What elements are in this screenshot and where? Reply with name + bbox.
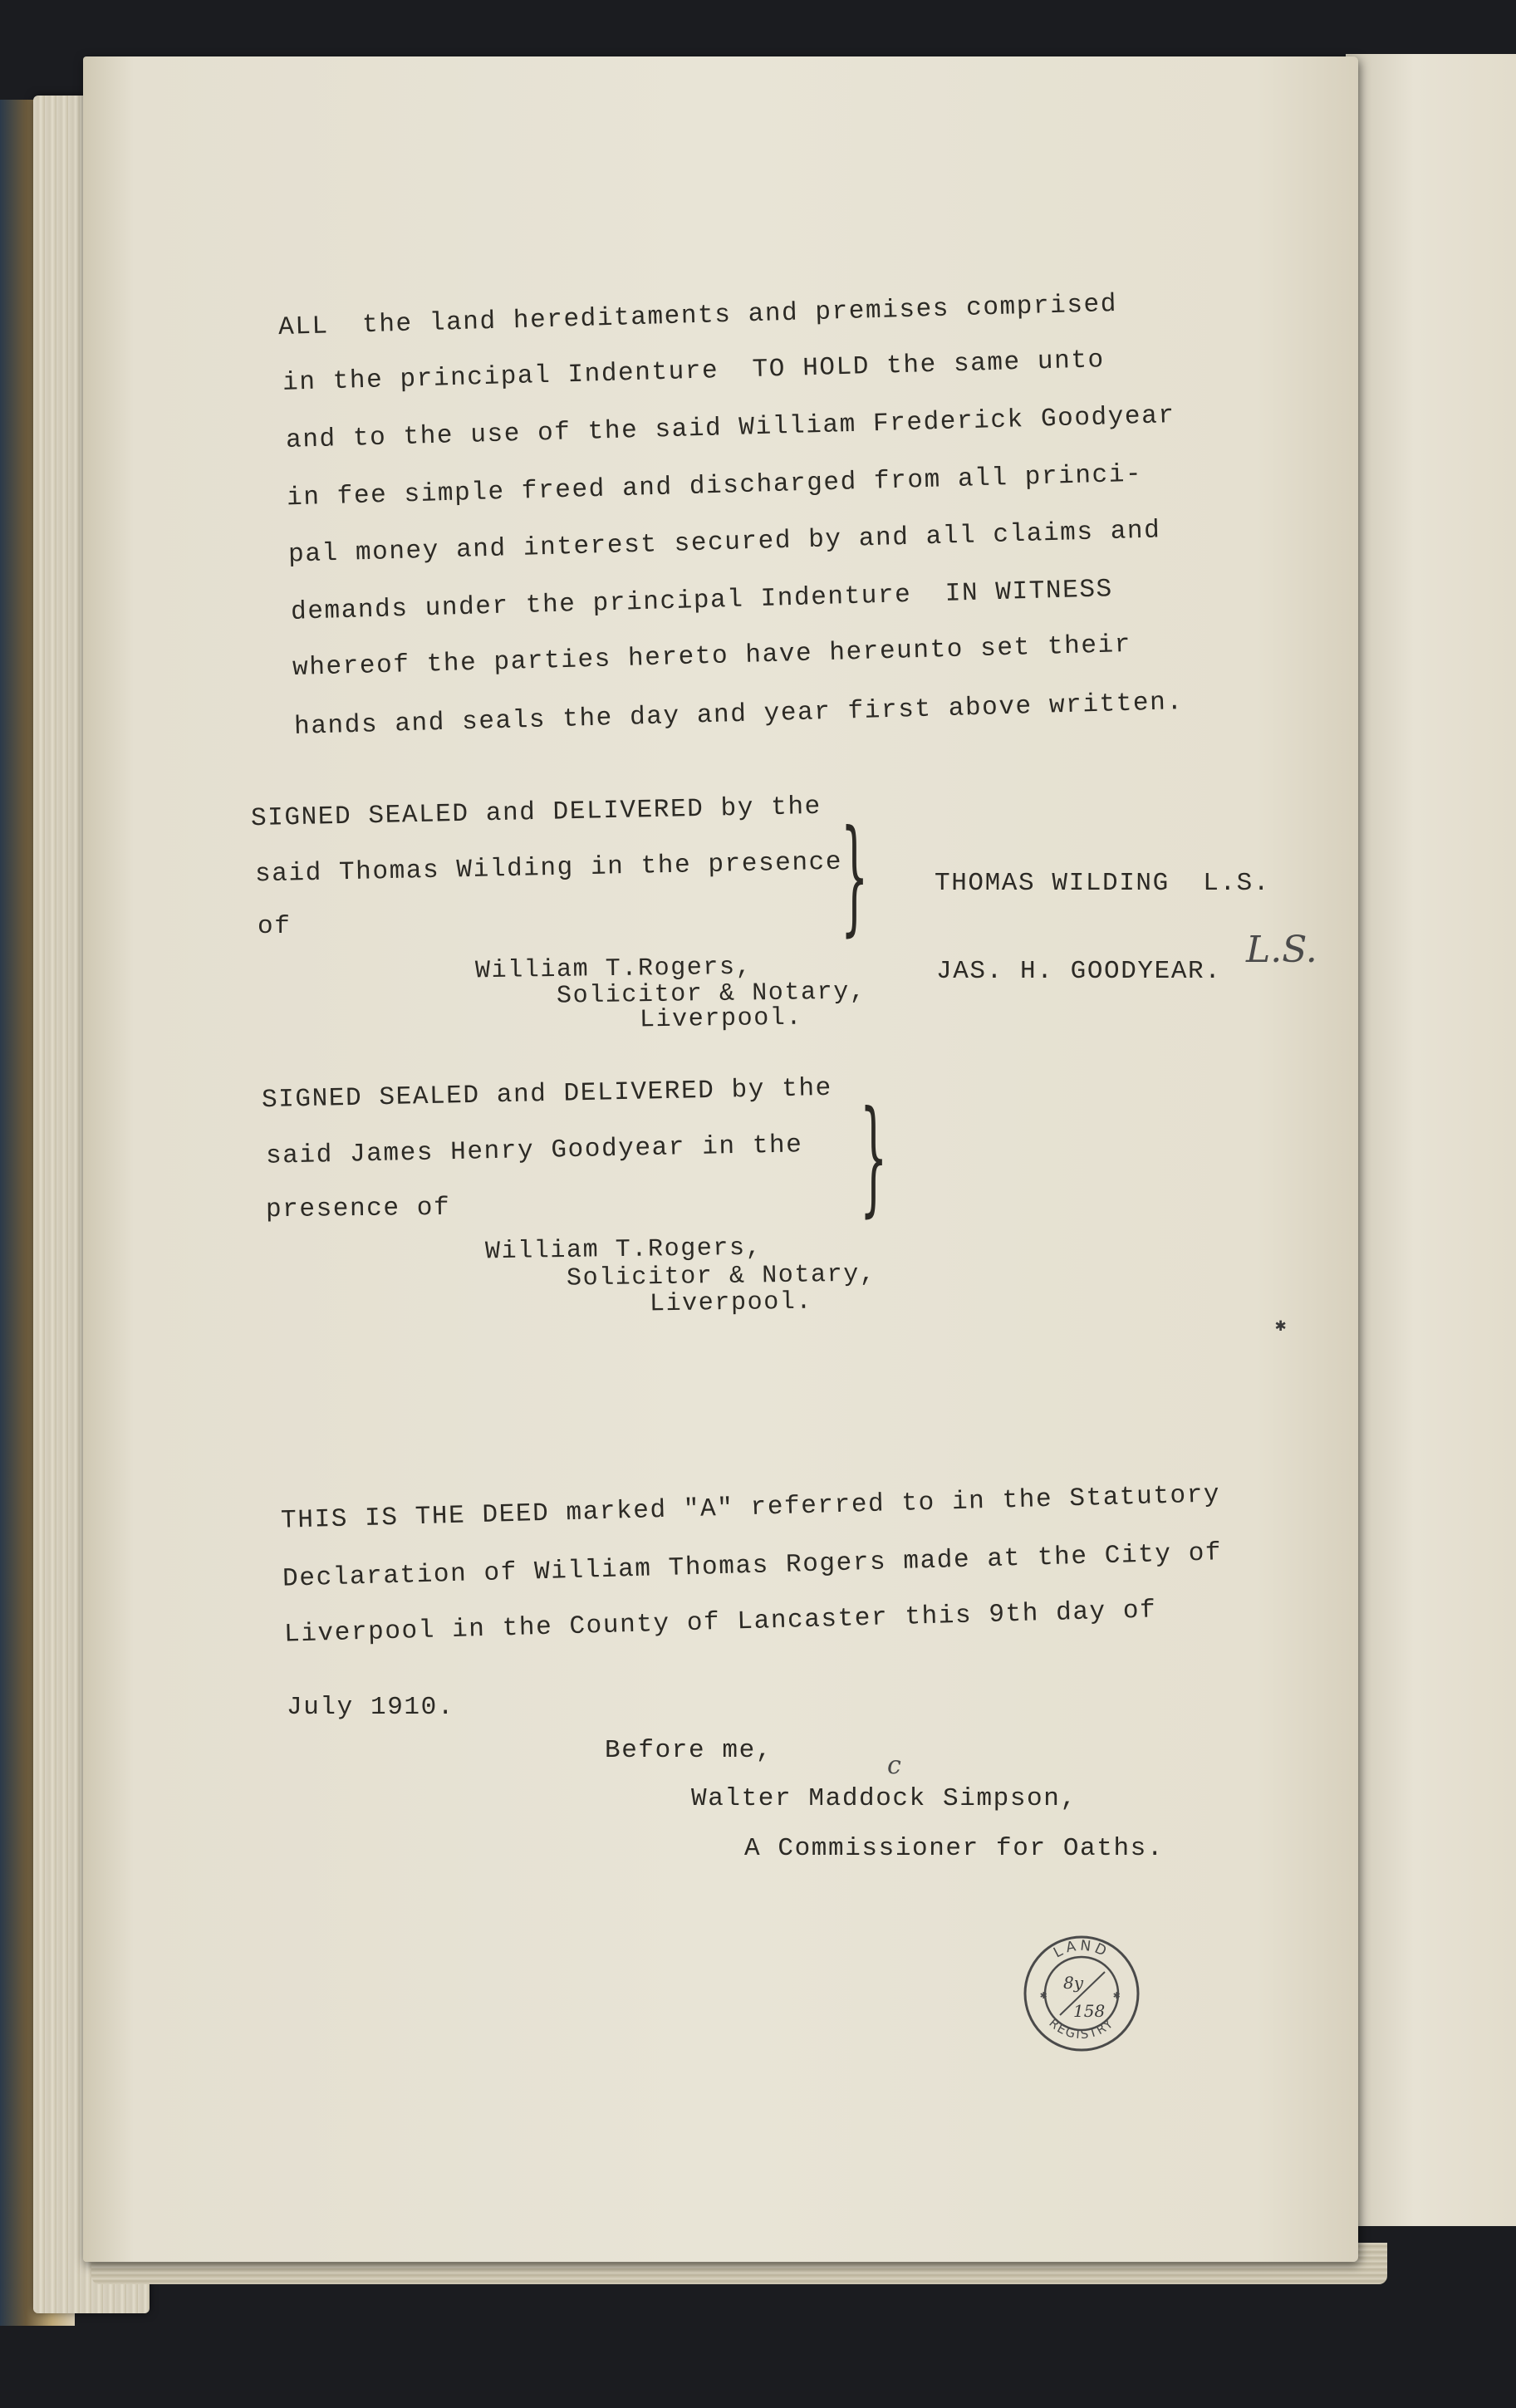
stamp-mark-2: 158 [1073, 2001, 1106, 2021]
attestation-line: of [258, 912, 292, 941]
attestation-line: SIGNED SEALED and DELIVERED by the [261, 1073, 833, 1116]
handwritten-correction: c [887, 1751, 901, 1780]
attestation-line: said James Henry Goodyear in the [265, 1130, 803, 1171]
document-page [83, 56, 1358, 2262]
signatory-jas-goodyear: JAS. H. GOODYEAR. [936, 957, 1222, 986]
exhibit-line: Declaration of William Thomas Rogers made at the City of [282, 1538, 1223, 1594]
stamp-mark-1: 8y [1063, 1973, 1084, 1993]
exhibit-line: July 1910. [287, 1693, 455, 1722]
signatory-thomas-wilding: THOMAS WILDING L.S. [935, 869, 1271, 898]
attestation-line: said Thomas Wilding in the presence [254, 847, 843, 890]
stamp-top-text: LAND [1051, 1937, 1112, 1962]
body-line: demands under the principal Indenture IN WITNESS [290, 575, 1114, 627]
exhibit-line: THIS IS THE DEED marked "A" referred to in the Statutory [280, 1480, 1221, 1536]
body-line: in the principal Indenture TO HOLD the same unto [282, 346, 1106, 398]
witness-place: Liverpool. [639, 1003, 803, 1035]
land-registry-stamp [1022, 1934, 1142, 2054]
stamp-bottom-text: REGISTRY [1046, 2015, 1117, 2043]
witness-title: Solicitor & Notary, [566, 1260, 876, 1293]
witness-name: William T.Rogers, [474, 953, 753, 986]
body-line: and to the use of the said William Frederick Goodyear [285, 401, 1176, 455]
commissioner-name: Walter Maddock Simpson, [691, 1784, 1077, 1813]
brace: } [860, 1085, 888, 1229]
svg-text:✱: ✱ [1040, 1989, 1047, 2003]
exhibit-line: Liverpool in the County of Lancaster this 9th day of [283, 1596, 1157, 1650]
witness-name: William T.Rogers, [484, 1233, 763, 1267]
handwritten-seal-mark: L.S. [1246, 929, 1317, 971]
body-line: in fee simple freed and discharged from all princi- [286, 459, 1143, 513]
ink-spot: ✱ [1275, 1316, 1287, 1336]
body-line: pal money and interest secured by and all claims and [287, 516, 1161, 570]
facing-page-edge [1346, 54, 1516, 2226]
body-line: whereof the parties hereto have hereunto set their [292, 630, 1132, 684]
brace: } [841, 804, 869, 949]
svg-text:✱: ✱ [1113, 1989, 1121, 2003]
body-line: hands and seals the day and year first above written. [293, 688, 1185, 742]
attestation-line: SIGNED SEALED and DELIVERED by the [250, 792, 822, 834]
witness-title: Solicitor & Notary, [556, 978, 866, 1011]
before-me: Before me, [605, 1736, 773, 1765]
commissioner-title: A Commissioner for Oaths. [744, 1834, 1165, 1863]
witness-place: Liverpool. [649, 1287, 813, 1319]
body-line: ALL the land hereditaments and premises comprised [277, 289, 1118, 343]
attestation-line: presence of [265, 1193, 451, 1225]
